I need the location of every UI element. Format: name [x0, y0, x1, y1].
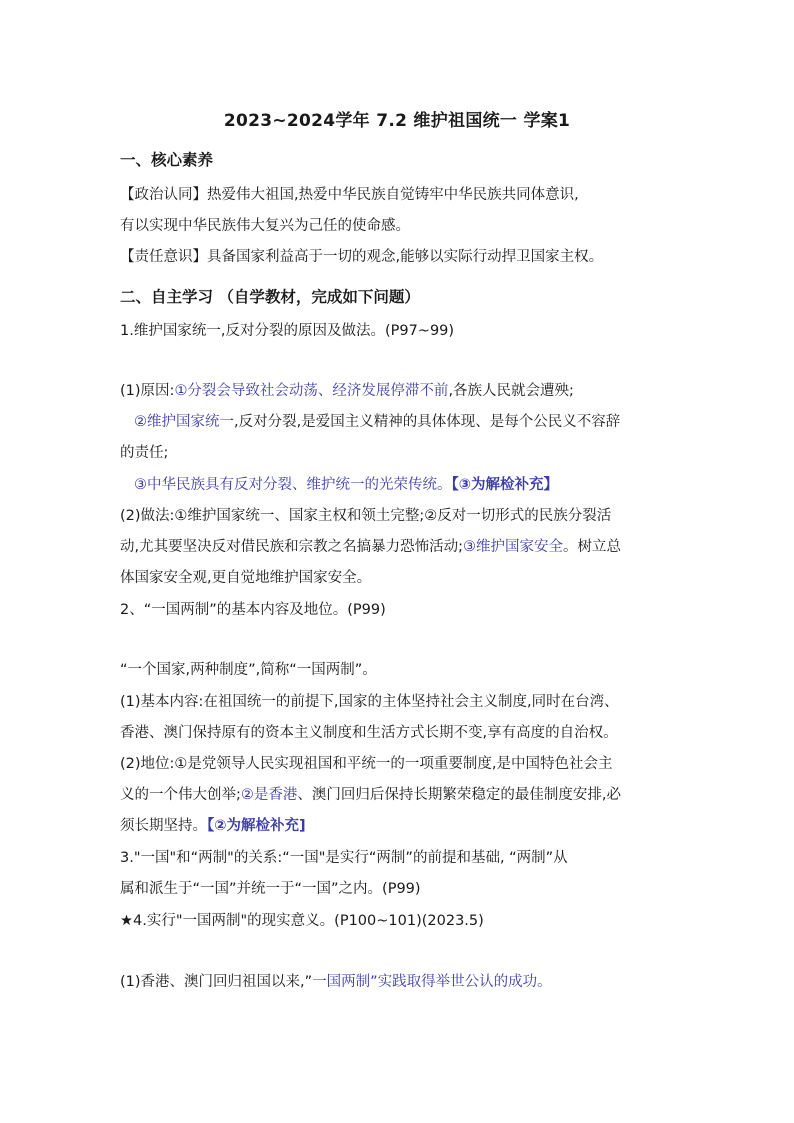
page-title: 2023~2024学年 7.2 维护祖国统一 学案1: [223, 111, 571, 131]
core-line-3: 【责任意识】具备国家利益高于一切的观念,能够以实际行动捍卫国家主权。: [120, 249, 604, 265]
q4-answer-line-1: (1)香港、澳门回归祖国以来,”一国两制”实践取得举世公认的成功。: [120, 974, 552, 990]
q2-status-line-3: 须长期坚持。【②为解检补充]: [120, 818, 306, 834]
question-3-line-2: 属和派生于“一国”并统一于“一国”之内。(P99): [120, 881, 421, 897]
q1-method-line-3: 体国家安全观,更自觉地维护国家安全。: [120, 570, 372, 586]
question-2: 2、“一国两制”的基本内容及地位。(P99): [120, 602, 386, 618]
q1-reason-line-2: ②维护国家统一,反对分裂,是爱国主义精神的具体体现、是每个公民义不容辞: [134, 414, 621, 430]
question-4: ★4.实行"一国两制"的现实意义。(P100~101)(2023.5): [120, 913, 484, 929]
core-line-1: 【政治认同】热爱伟大祖国,热爱中华民族自觉铸牢中华民族共同体意识,: [120, 187, 579, 203]
q2-content-line-2: 香港、澳门保持原有的资本主义制度和生活方式长期不变,享有高度的自治权。: [120, 725, 618, 741]
q1-reason-line-3: 的责任;: [120, 445, 169, 461]
q2-definition: “一个国家,两种制度”,简称“一国两制”。: [120, 662, 377, 678]
q2-status-line-2: 义的一个伟大创举;②是香港、澳门回归后保持长期繁荣稳定的最佳制度安排,必: [120, 787, 621, 803]
core-line-2: 有以实现中华民族伟大复兴为己任的使命感。: [120, 218, 410, 234]
q2-status-line-1: (2)地位:①是党领导人民实现祖国和平统一的一项重要制度,是中国特色社会主: [120, 756, 613, 772]
q1-reason-line-4: ③中华民族具有反对分裂、维护统一的光荣传统。【③为解检补充】: [134, 477, 559, 493]
section-heading-core: 一、核心素养: [120, 151, 214, 169]
q1-method-line-1: (2)做法:①维护国家统一、国家主权和领土完整;②反对一切形式的民族分裂活: [120, 508, 612, 524]
question-1: 1.维护国家统一,反对分裂的原因及做法。(P97~99): [120, 323, 455, 339]
q1-reason-line-1: (1)原因:①分裂会导致社会动荡、经济发展停滞不前,各族人民就会遭殃;: [120, 383, 574, 399]
question-3-line-1: 3."一国"和“两制"的关系:“一国"是实行“两制”的前提和基础, “两制”从: [120, 850, 568, 866]
section-heading-self-study: 二、自主学习 （自学教材，完成如下问题）: [120, 288, 420, 306]
q2-content-line-1: (1)基本内容:在祖国统一的前提下,国家的主体坚持社会主义制度,同时在台湾、: [120, 694, 619, 710]
q1-method-line-2: 动,尤其要坚决反对借民族和宗教之名搞暴力恐怖活动;③维护国家安全。树立总: [120, 539, 621, 555]
